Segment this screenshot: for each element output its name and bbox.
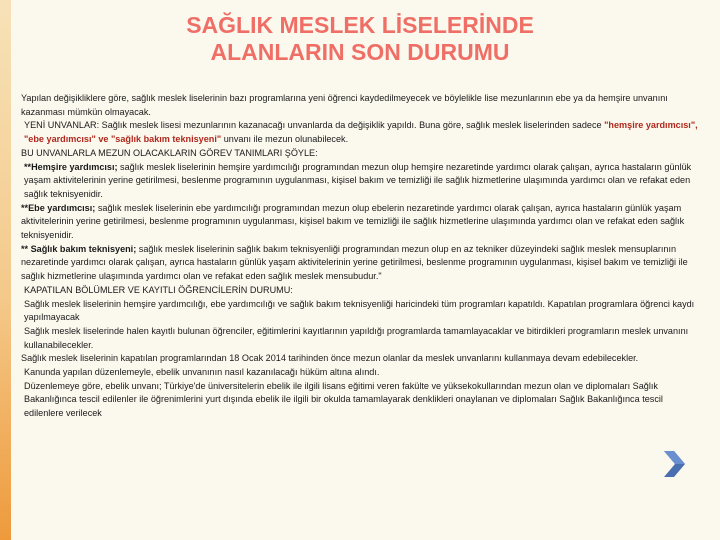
enrolled-students-paragraph: Sağlık meslek liselerinde halen kayıtlı bulunan öğrenciler, eğitimlerini kayıtlarının yapıldığı programlarda tamamlayacaklar ve bitirdikleri programların meslek unvanını kullanabilecekler. (24, 325, 689, 350)
chevron-right-icon (661, 449, 687, 479)
page-title (0, 12, 720, 66)
care-technician-paragraph (21, 243, 699, 284)
decorative-left-bar (0, 0, 11, 540)
midwife-assistant-paragraph (21, 202, 699, 243)
care-technician-text: sağlık meslek liselerinin sağlık bakım teknisyenliği programından mezun olup en az tekniker düzeyindeki sağlık meslek mensuplarının nezaretinde yardımcı olarak çalışan, ayrıca hastaların günlük yaşam aktivitelerinin yerine getirilmesi, beslenme programının uygulanması, kişisel bakım ve temizliği ile sağlık hizmetlerine ulaşımında yardımcı olan ve refakat eden sağlık meslek mensubudur." (21, 243, 688, 282)
midwife-assistant-label: **Ebe yardımcısı; (21, 202, 96, 213)
intro-paragraph: Yapılan değişikliklere göre, sağlık meslek liselerinin bazı programlarına yeni öğrenci kaydedilmeyecek ve böylelikle lise mezunlarının ebe ya da hemşire unvanını kazanması mümkün olmayacak. (21, 93, 668, 117)
closed-programs-heading: KAPATILAN BÖLÜMLER VE KAYITLI ÖĞRENCİLERİN DURUMU: (24, 284, 293, 295)
nurse-assistant-paragraph (21, 161, 699, 202)
new-titles-label: YENİ UNVANLAR: (24, 120, 100, 131)
midwife-title-law-paragraph: Kanunda yapılan düzenlemeyle, ebelik unvanının nasıl kazanılacağı hüküm altına alındı. (24, 367, 380, 378)
care-technician-label: ** Sağlık bakım teknisyeni; (21, 243, 137, 254)
page-title-line-1: SAĞLIK MESLEK LİSELERİNDE (186, 12, 534, 38)
midwife-assistant-text: sağlık meslek liselerinin ebe yardımcılığı programından mezun olup ebelerin nezaretinde yardımcı olarak çalışan, ayrıca hastaların günlük yaşam aktivitelerinin yerine getirilmesi, beslenme programının uygulanması, kişisel bakım ve temizliği ile sağlık hizmetlerine ulaşımında yardımcı olan ve refakat eden sağlık teknisyenidir. (21, 202, 685, 241)
midwife-title-regulation-paragraph: Düzenlemeye göre, ebelik unvanı; Türkiye'de üniversitelerin ebelik ile ilgili lisans eğitimi veren fakülte ve yüksekokullarından mezun olan ve diplomaları Sağlık Bakanlığınca tescil edilenler ile öğrenimlerini yurt dışında ebelik ile ilgili bir okulda tamamlayarak denklikleri onaylanan ve diplomaları Sağlık Bakanlığınca tescil edilenlere verilecek (24, 380, 663, 419)
graduates-paragraph: Sağlık meslek liselerinin kapatılan programlarından 18 Ocak 2014 tarihinden önce mezun olanlar da meslek unvanlarını kullanmaya devam edebilecekler. (21, 353, 639, 364)
new-titles-highlight: "hemşire yardımcısı", "ebe yardımcısı" ve "sağlık bakım teknisyeni" (24, 120, 698, 145)
new-titles-paragraph (21, 119, 699, 146)
new-titles-tail: unvanı ile mezun olunabilecek. (221, 134, 349, 145)
job-definitions-heading: BU UNVANLARLA MEZUN OLACAKLARIN GÖREV TANIMLARI ŞÖYLE: (21, 147, 318, 158)
next-slide-button[interactable] (661, 449, 687, 479)
nurse-assistant-label: **Hemşire yardımcısı; (24, 161, 118, 172)
closed-programs-paragraph: Sağlık meslek liselerinin hemşire yardımcılığı, ebe yardımcılığı ve sağlık bakım teknisyenliği haricindeki tüm programları kapatıldı. Kapatılan programlara öğrenci kaydı yapılmayacak (24, 298, 695, 323)
new-titles-text: Sağlık meslek lisesi mezunlarının kazanacağı unvanlarda da değişiklik yapıldı. Buna göre, sağlık meslek liselerinden sadece (99, 120, 605, 131)
nurse-assistant-text: sağlık meslek liselerinin hemşire yardımcılığı programından mezun olup hemşire nezaretinde yardımcı olarak çalışan, ayrıca hastaların günlük yaşam aktivitelerinin yerine getirilmesi, beslenme programının uygulanması, kişisel bakım ve temizliği ile sağlık hizmetlerine ulaşımında yardımcı olan ve refakat eden sağlık teknisyenidir. (24, 161, 692, 199)
content-body (21, 92, 699, 421)
page-title-line-2: ALANLARIN SON DURUMU (210, 39, 510, 65)
